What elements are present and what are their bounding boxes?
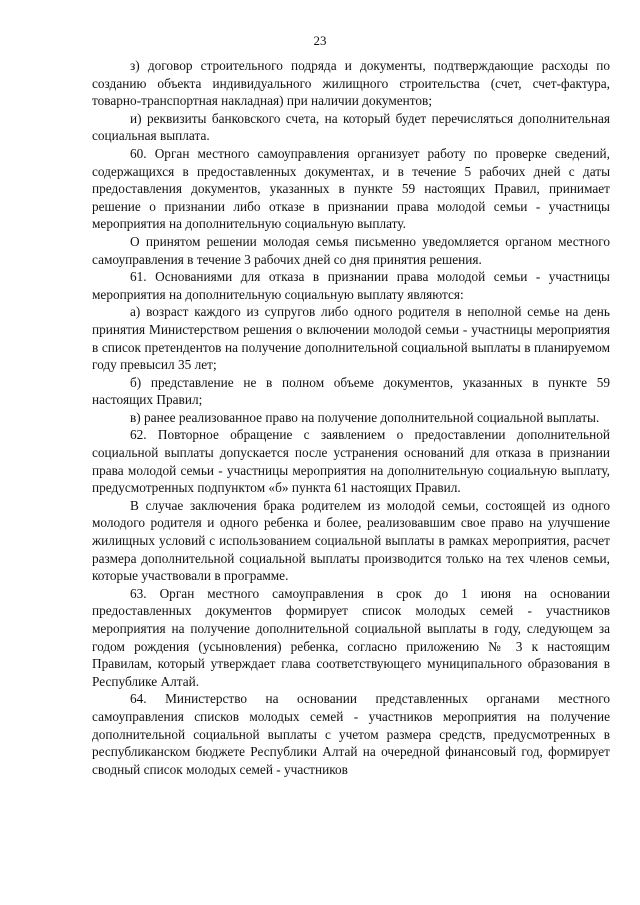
paragraph-subitem-a: а) возраст каждого из супругов либо одного родителя в неполной семье на день принятия Министерством решения о включении молодой семьи - участницы мероприятия в список претендентов на получение дополнительной социальной выплаты в планируемом году превысил 35 лет; [92,304,610,373]
paragraph-subitem-z: з) договор строительного подряда и документы, подтверждающие расходы по созданию объекта индивидуального жилищного строительства (счет, счет-фактура, товарно-транспортная накладная) при наличии документов; [92,58,610,109]
paragraph-item-61: 61. Основаниями для отказа в признании права молодой семьи - участницы мероприятия на дополнительную социальную выплату являются: [92,269,610,302]
document-body [92,57,610,778]
paragraph-item-63: 63. Орган местного самоуправления в срок до 1 июня на основании предоставленных документов формирует список молодых семей - участников мероприятия на получение дополнительной социальной выплаты в году, следующем за годом рождения (усыновления) ребенка, согласно приложению № 3 к настоящим Правилам, который утверждает глава соответствующего муниципального образования в Республике Алтай. [92,585,610,689]
page-number: 23 [313,33,327,48]
paragraph-item-60: 60. Орган местного самоуправления организует работу по проверке сведений, содержащихся в предоставленных документах, и в течение 5 рабочих дней с даты предоставления документов, указанных в пункте 59 настоящих Правил, принимает решение о признании либо отказе в признании права молодой семьи - участницы мероприятия на дополнительную социальную выплату. [92,145,610,232]
paragraph-subitem-b: б) представление не в полном объеме документов, указанных в пункте 59 настоящих Правил; [92,374,610,408]
paragraph-item-64: 64. Министерство на основании представленных органами местного самоуправления списков молодых семей - участников мероприятия на получение дополнительной социальной выплаты с учетом размера средств, предусмотренных в республиканском бюджете Республики Алтай на очередной финансовый год, формирует сводный список молодых семей - участников [92,691,610,777]
paragraph-subitem-i: и) реквизиты банковского счета, на который будет перечисляться дополнительная социальная выплата. [92,110,610,144]
paragraph-notification: О принятом решении молодая семья письменно уведомляется органом местного самоуправления в течение 3 рабочих дней со дня принятия решения. [92,233,610,267]
paragraph-marriage-case: В случае заключения брака родителем из молодой семьи, состоящей из одного молодого родителя и одного ребенка и более, реализовавшим свое право на улучшение жилищных условий с использованием социальной выплаты в рамках мероприятия, расчет размера дополнительной социальной выплаты производится только на тех членов семьи, которые участвовали в программе. [92,497,610,584]
paragraph-subitem-v: в) ранее реализованное право на получение дополнительной социальной выплаты. [130,409,600,425]
paragraph-item-62: 62. Повторное обращение с заявлением о предоставлении дополнительной социальной выплаты допускается после устранения оснований для отказа в признании права молодой семьи - участницы мероприятия на дополнительную социальную выплату, предусмотренных подпунктом «б» пункта 61 настоящих Правил. [92,427,610,496]
